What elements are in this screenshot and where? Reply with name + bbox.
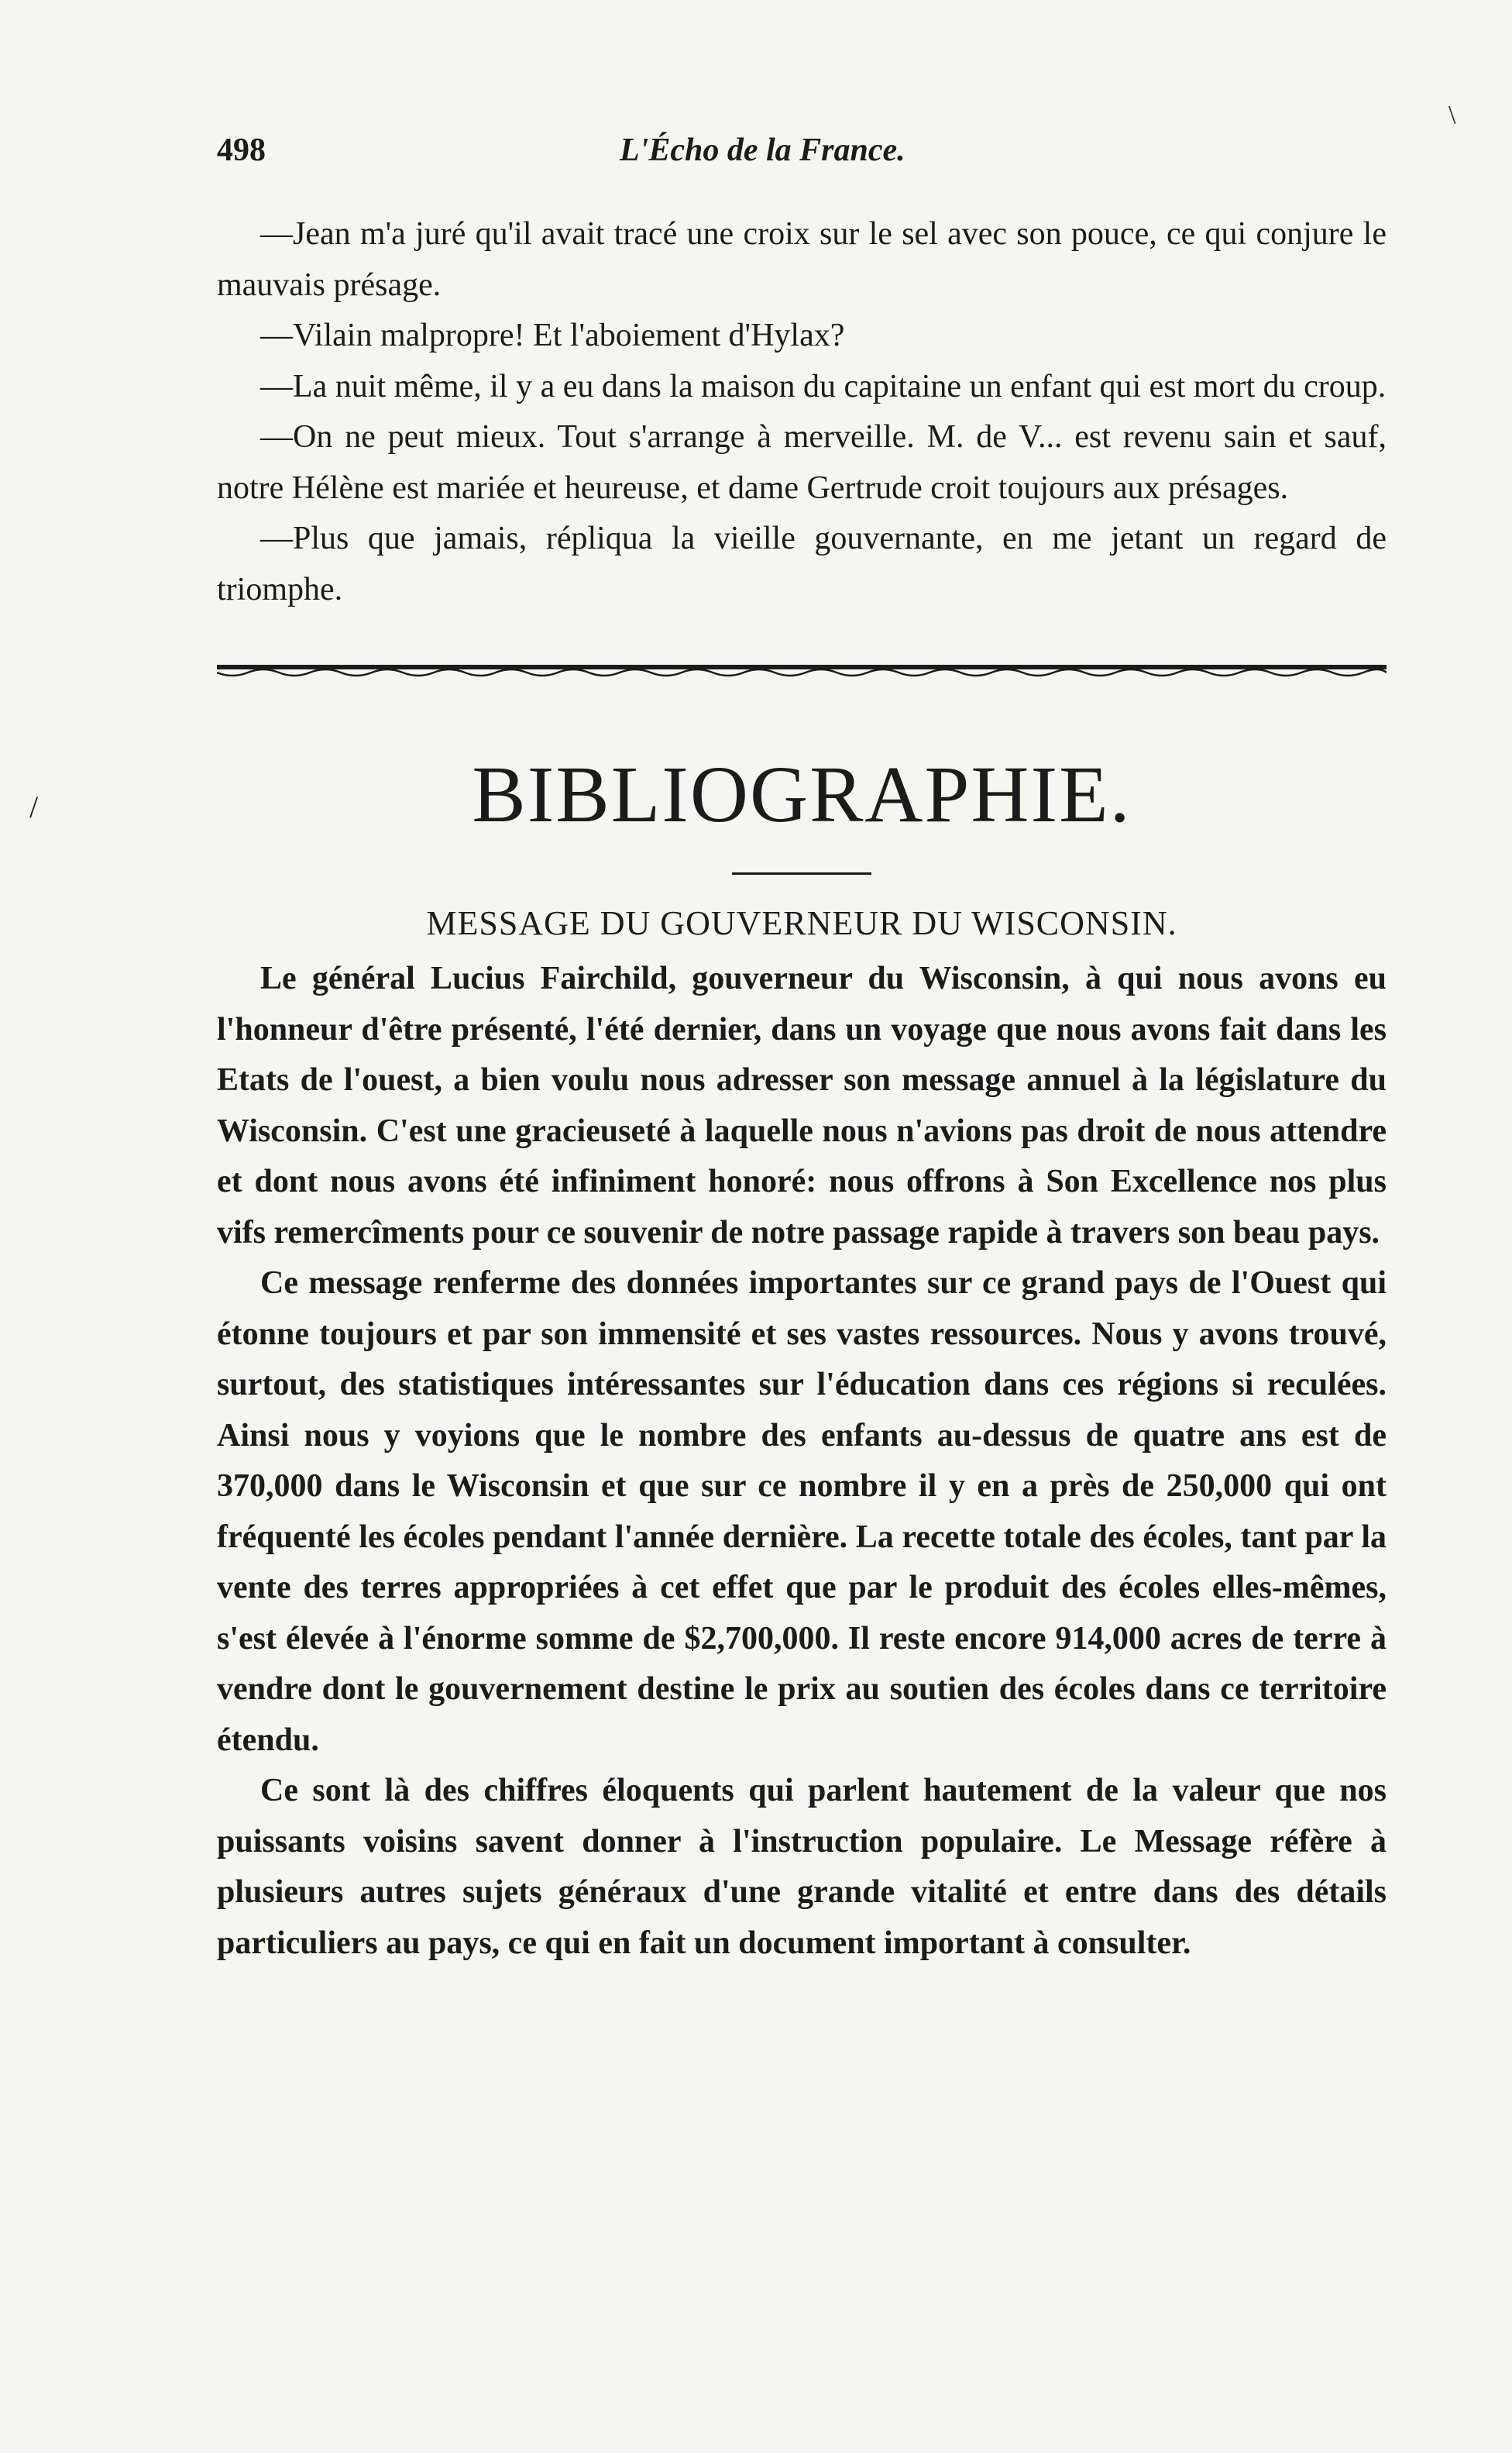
section-title: BIBLIOGRAPHIE.	[472, 750, 1132, 839]
dialogue-line: —Plus que jamais, répliqua la vieille gouvernante, en me jetant un regard de triomphe.	[217, 521, 1387, 607]
dialogue-line: —Jean m'a juré qu'il avait tracé une croix sur le sel avec son pouce, ce qui conjure le mauvais présage.	[217, 216, 1387, 303]
dialogue-line: —Vilain malpropre! Et l'aboiement d'Hylax?	[260, 318, 845, 353]
title-rule	[732, 872, 871, 875]
article-body	[217, 954, 1387, 1969]
dialogue-line: —La nuit même, il y a eu dans la maison du capitaine un enfant qui est mort du croup.	[260, 368, 1387, 404]
article-paragraph: Le général Lucius Fairchild, gouverneur du Wisconsin, à qui nous avons eu l'honneur d'être présenté, l'été dernier, dans un voyage que nous avons fait dans les Etats de l'ouest, a bien voulu nous adresser son message annuel à la législature du Wisconsin. C'est une gracieuseté à laquelle nous n'avions pas droit de nous attendre et dont nous avons été infiniment honoré: nous offrons à Son Excellence nos plus vifs remercîments pour ce souvenir de notre passage rapide à travers son beau pays.	[217, 961, 1387, 1251]
article-paragraph: Ce sont là des chiffres éloquents qui parlent hautement de la valeur que nos puissants voisins savent donner à l'instruction populaire. Le Message réfère à plusieurs autres sujets généraux d'une grande vitalité et entre dans des détails particuliers au pays, ce qui en fait un document important à consulter.	[217, 1773, 1387, 1961]
running-head	[217, 132, 1387, 186]
corner-mark: \	[1448, 101, 1456, 129]
journal-title: L'Écho de la France.	[620, 132, 905, 168]
ornamental-divider	[217, 663, 1387, 679]
page-number: 498	[217, 132, 266, 168]
section-subtitle: MESSAGE DU GOUVERNEUR DU WISCONSIN.	[426, 904, 1177, 942]
dialogue-line: —On ne peut mieux. Tout s'arrange à merveille. M. de V... est revenu sain et sauf, notre Hélène est mariée et heureuse, et dame Gertrude croit toujours aux présages.	[217, 419, 1387, 506]
book-page	[217, 132, 1387, 1969]
margin-slash-mark: /	[29, 790, 39, 824]
article-paragraph: Ce message renferme des données importantes sur ce grand pays de l'Ouest qui étonne toujours et par son immensité et ses vastes ressources. Nous y avons trouvé, surtout, des statistiques intéressantes sur l'éducation dans ces régions si reculées. Ainsi nous y voyions que le nombre des enfants au-dessus de quatre ans est de 370,000 dans le Wisconsin et que sur ce nombre il y en a près de 250,000 qui ont fréquenté les écoles pendant l'année dernière. La recette totale des écoles, tant par la vente des terres appropriées à cet effet que par le produit des écoles elles-mêmes, s'est élevée à l'énorme somme de $2,700,000. Il reste encore 914,000 acres de terre à vendre dont le gouvernement destine le prix au soutien des écoles dans ce territoire étendu.	[217, 1265, 1387, 1758]
dialogue-block	[217, 209, 1387, 615]
